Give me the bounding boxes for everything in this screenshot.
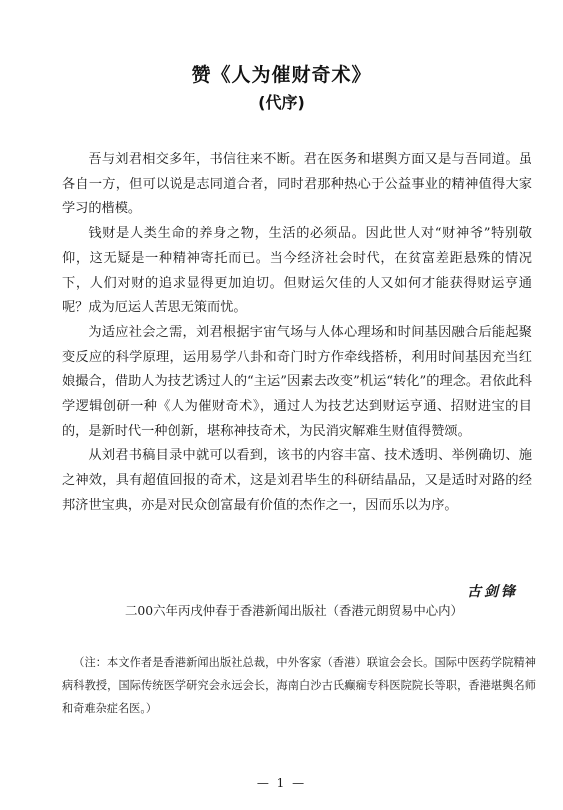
paragraph-2: 钱财是人类生命的养身之物，生活的必须品。因此世人对“财神爷”特别敬仰，这无疑是一种精神寄托而已。当今经济社会时代，在贫富差距悬殊的情况下，人们对财的追求显得更加迫切。但财运欠佳的人又如何才能获得财运亨通呢？成为厄运人苦思无策而忧。 [62, 226, 532, 316]
page-title: 赞《人为催财奇术》 [191, 64, 372, 86]
page-number: — 1 — [256, 776, 307, 790]
paragraph-1: 吾与刘君相交多年，书信往来不断。君在医务和堪舆方面又是与吾同道。虽各自一方，但可以说是志同道合者，同时君那种热心于公益事业的精神值得大家学习的楷模。 [62, 152, 532, 217]
paragraph-3: 为适应社会之需，刘君根据宇宙气场与人体心理场和时间基因融合后能起聚变反应的科学原理，运用易学八卦和奇门时方作牵线搭桥，利用时间基因充当红娘撮合，借助人为技艺诱过人的“主运”因素去改变”机运“转化”的理念。君依此科学逻辑创研一种《人为催财奇术》，通过人为技艺达到财运亨通、招财进宝的目的，是新时代一种创新，堪称神技奇术，为民消灾解难生财值得赞颂。 [62, 324, 532, 439]
paragraph-4: 从刘君书稿目录中就可以看到，该书的内容丰富、技术透明、举例确切、施之神效，具有超值回报的奇术，这是刘君毕生的科研结晶品，又是适时对路的经邦济世宝典，亦是对民众创富最有价值的杰作之一，因而乐以为序。 [62, 448, 532, 513]
preface-body [62, 148, 532, 519]
dateline: 二00六年丙戌仲春于香港新闻出版社（香港元朗贸易中心内） [125, 603, 463, 618]
author-note: （注：本文作者是香港新闻出版社总裁，中外客家（香港）联谊会会长。国际中医药学院精神病科教授，国际传统医学研究会永远会长，海南白沙古氏癫痫专科医院院长等职，香港堪舆名师和奇难杂症名医。） [62, 656, 536, 715]
page-subtitle: (代序) [258, 93, 305, 112]
author-signature: 古剑锋 [467, 584, 518, 600]
